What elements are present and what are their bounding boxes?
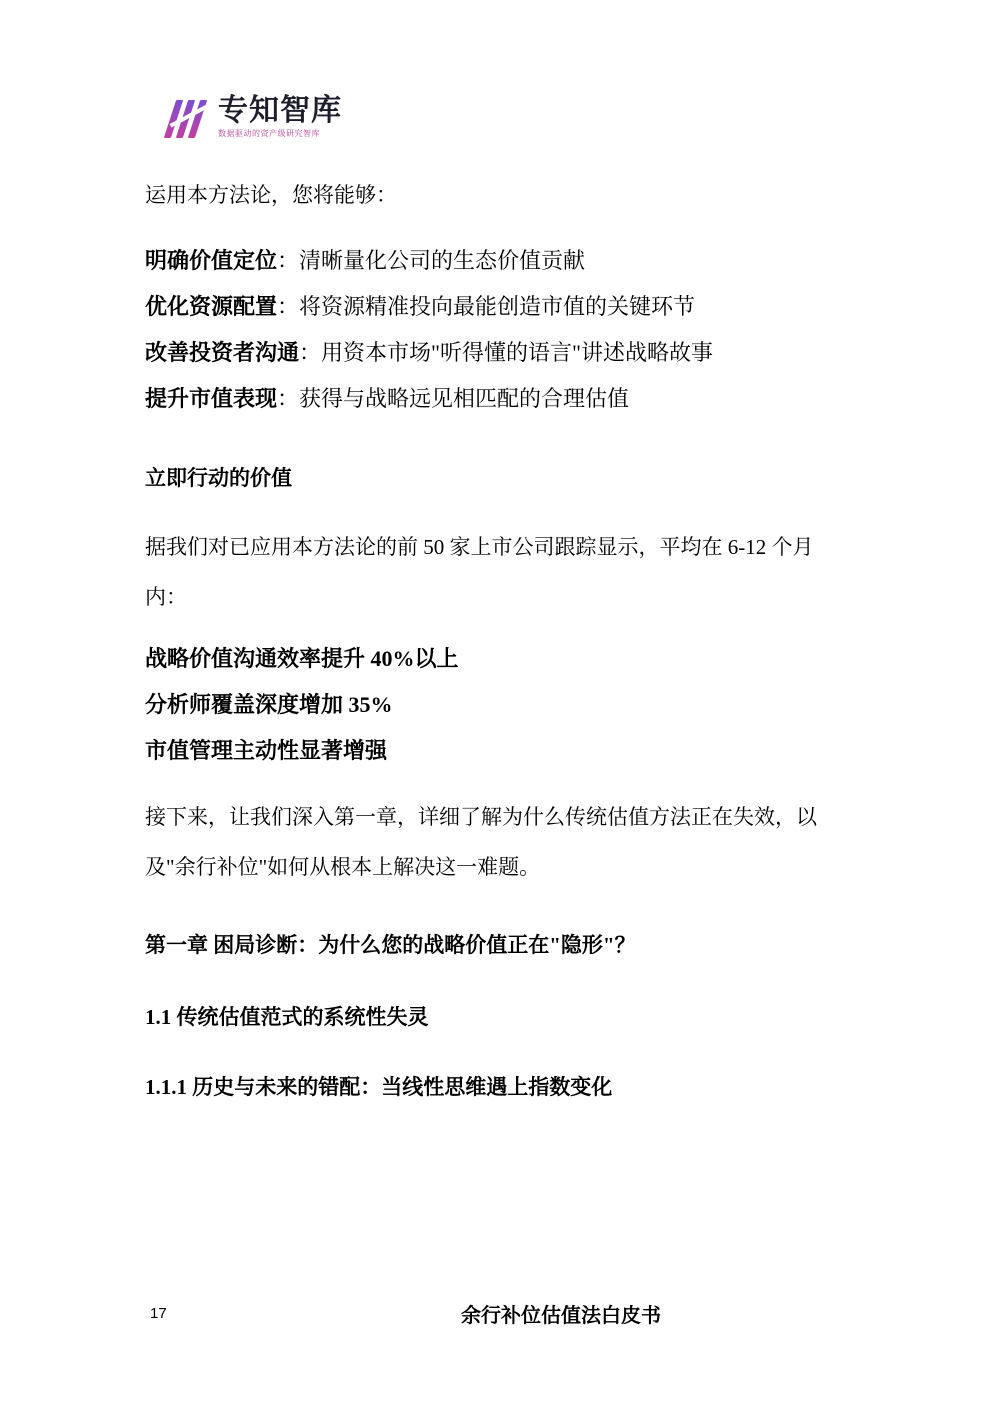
stats-list	[145, 636, 845, 774]
heading-1-1: 1.1 传统估值范式的系统性失灵	[145, 1005, 429, 1029]
benefit-text: ：将资源精准投向最能创造市值的关键环节	[277, 294, 696, 319]
stat-item: 分析师覆盖深度增加 35%	[145, 692, 393, 717]
page-number: 17	[150, 1305, 167, 1322]
benefit-item	[145, 376, 845, 422]
intro-paragraph: 运用本方法论，您将能够：	[145, 183, 397, 207]
benefit-item	[145, 330, 845, 376]
chapter-heading: 第一章 困局诊断：为什么您的战略价值正在"隐形"？	[145, 933, 636, 957]
benefit-item	[145, 238, 845, 284]
benefit-lead: 提升市值表现	[145, 386, 278, 411]
zhuanzhi-logo-mark-icon	[168, 100, 212, 138]
stat-item: 市值管理主动性显著增强	[145, 738, 388, 763]
document-body	[145, 172, 845, 1110]
benefits-list	[145, 238, 845, 422]
benefit-lead: 优化资源配置	[145, 294, 278, 319]
heading-1-1-1: 1.1.1 历史与未来的错配：当线性思维遇上指数变化	[145, 1075, 613, 1099]
benefit-lead: 改善投资者沟通	[145, 340, 300, 365]
tracking-paragraph: 据我们对已应用本方法论的前 50 家上市公司跟踪显示，平均在 6-12 个月内：	[145, 535, 814, 609]
footer-document-title: 余行补位估值法白皮书	[461, 1305, 661, 1327]
stat-item: 战略价值沟通效率提升 40%以上	[145, 646, 459, 671]
benefit-text: ：获得与战略远见相匹配的合理估值	[277, 386, 630, 411]
benefit-lead: 明确价值定位	[145, 248, 278, 273]
logo-title: 专知智库	[218, 94, 342, 127]
brand-logo	[168, 96, 342, 138]
benefit-text: ：清晰量化公司的生态价值贡献	[277, 248, 586, 273]
section-heading-action-value: 立即行动的价值	[145, 466, 292, 490]
logo-subtitle: 数据驱动的资产级研究智库	[218, 129, 320, 138]
benefit-text: ：用资本市场"听得懂的语言"讲述战略故事	[299, 340, 713, 365]
closing-paragraph: 接下来，让我们深入第一章，详细了解为什么传统估值方法正在失效，以及"余行补位"如何从根本上解决这一难题。	[145, 805, 817, 879]
benefit-item	[145, 284, 845, 330]
logo-text	[218, 96, 342, 138]
page-footer	[0, 1299, 992, 1329]
